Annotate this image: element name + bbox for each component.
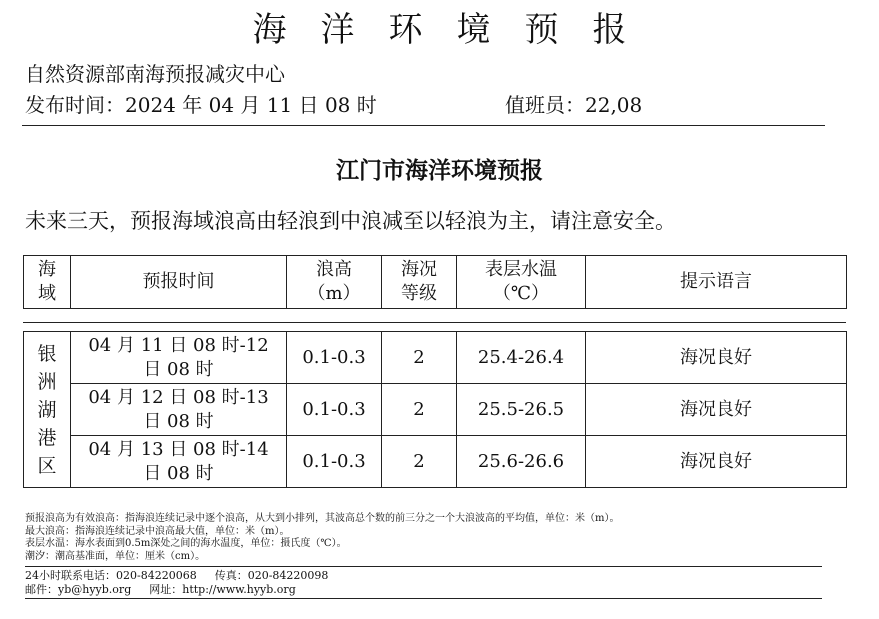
header-divider (22, 125, 825, 126)
time-cell: 04 月 13 日 08 时-14 日 08 时 (71, 436, 287, 488)
table-row (24, 436, 847, 488)
phone-label: 24小时联系电话： (25, 569, 116, 582)
header-temp: 表层水温 （℃） (457, 256, 586, 309)
header-region: 海 域 (24, 256, 71, 309)
temp-cell: 25.4-26.4 (457, 332, 586, 384)
duty-value: 22,08 (585, 93, 643, 117)
site-link[interactable]: http://www.hyyb.org (182, 583, 296, 596)
table-row (24, 384, 847, 436)
duty-label: 值班员： (505, 93, 585, 117)
temp-cell: 25.6-26.6 (457, 436, 586, 488)
contact-line-web (25, 583, 825, 597)
header-sea-state: 海况 等级 (382, 256, 457, 309)
footnote: 预报浪高为有效浪高：指海浪连续记录中逐个浪高，从大到小排列，其波高总个数的前三分之一个大浪波高的平均值，单位：米（m）。 (25, 513, 620, 524)
forecast-table-header (23, 255, 847, 309)
footer-divider-bottom (25, 598, 822, 599)
sea-state-cell: 2 (382, 436, 457, 488)
duty-officer (505, 91, 642, 119)
footnote: 潮汐：潮高基准面，单位：厘米（cm）。 (25, 550, 206, 562)
tip-cell: 海况良好 (586, 384, 847, 436)
page-title: 海洋环境预报 (252, 10, 661, 50)
time-cell: 04 月 12 日 08 时-13 日 08 时 (71, 384, 287, 436)
sea-state-cell: 2 (382, 332, 457, 384)
tip-cell: 海况良好 (586, 436, 847, 488)
wave-cell: 0.1-0.3 (287, 384, 382, 436)
footer-divider-top (25, 566, 822, 567)
wave-cell: 0.1-0.3 (287, 332, 382, 384)
footnote: 表层水温：海水表面到0.5m深处之间的海水温度，单位：摄氏度（℃）。 (25, 538, 347, 549)
header-time: 预报时间 (71, 256, 287, 309)
table-row (24, 332, 847, 384)
header-row (24, 256, 847, 309)
phone-number: 020-84220068 (116, 569, 197, 582)
time-cell: 04 月 11 日 08 时-12 日 08 时 (71, 332, 287, 384)
fax-label: 传真： (214, 569, 248, 582)
issue-time-label: 发布时间： (25, 93, 125, 117)
email-address[interactable]: yb@hyyb.org (58, 583, 132, 596)
report-title: 江门市海洋环境预报 (336, 157, 543, 184)
temp-cell: 25.5-26.5 (457, 384, 586, 436)
header-wave: 浪高 （m） (287, 256, 382, 309)
forecast-summary: 未来三天，预报海域浪高由轻浪到中浪减至以轻浪为主，请注意安全。 (25, 209, 676, 233)
issue-meta-row (25, 91, 825, 119)
fax-number: 020-84220098 (247, 569, 329, 582)
tip-cell: 海况良好 (586, 332, 847, 384)
sea-state-cell: 2 (382, 384, 457, 436)
wave-cell: 0.1-0.3 (287, 436, 382, 488)
header-tip: 提示语言 (586, 256, 847, 309)
issue-time-value: 2024 年 04 月 11 日 08 时 (125, 93, 377, 117)
forecast-table-body (23, 331, 847, 488)
contact-info (25, 569, 825, 597)
contact-line-phone (25, 569, 825, 583)
issuer-name: 自然资源部南海预报减灾中心 (25, 62, 285, 86)
table-spacer-line (23, 322, 846, 323)
email-label: 邮件： (25, 583, 58, 596)
footnotes (25, 513, 825, 563)
region-cell: 银 洲 湖 港 区 (24, 332, 71, 488)
site-label: 网址： (149, 583, 183, 596)
footnote: 最大浪高：指海浪连续记录中浪高最大值，单位：米（m）。 (25, 525, 290, 537)
